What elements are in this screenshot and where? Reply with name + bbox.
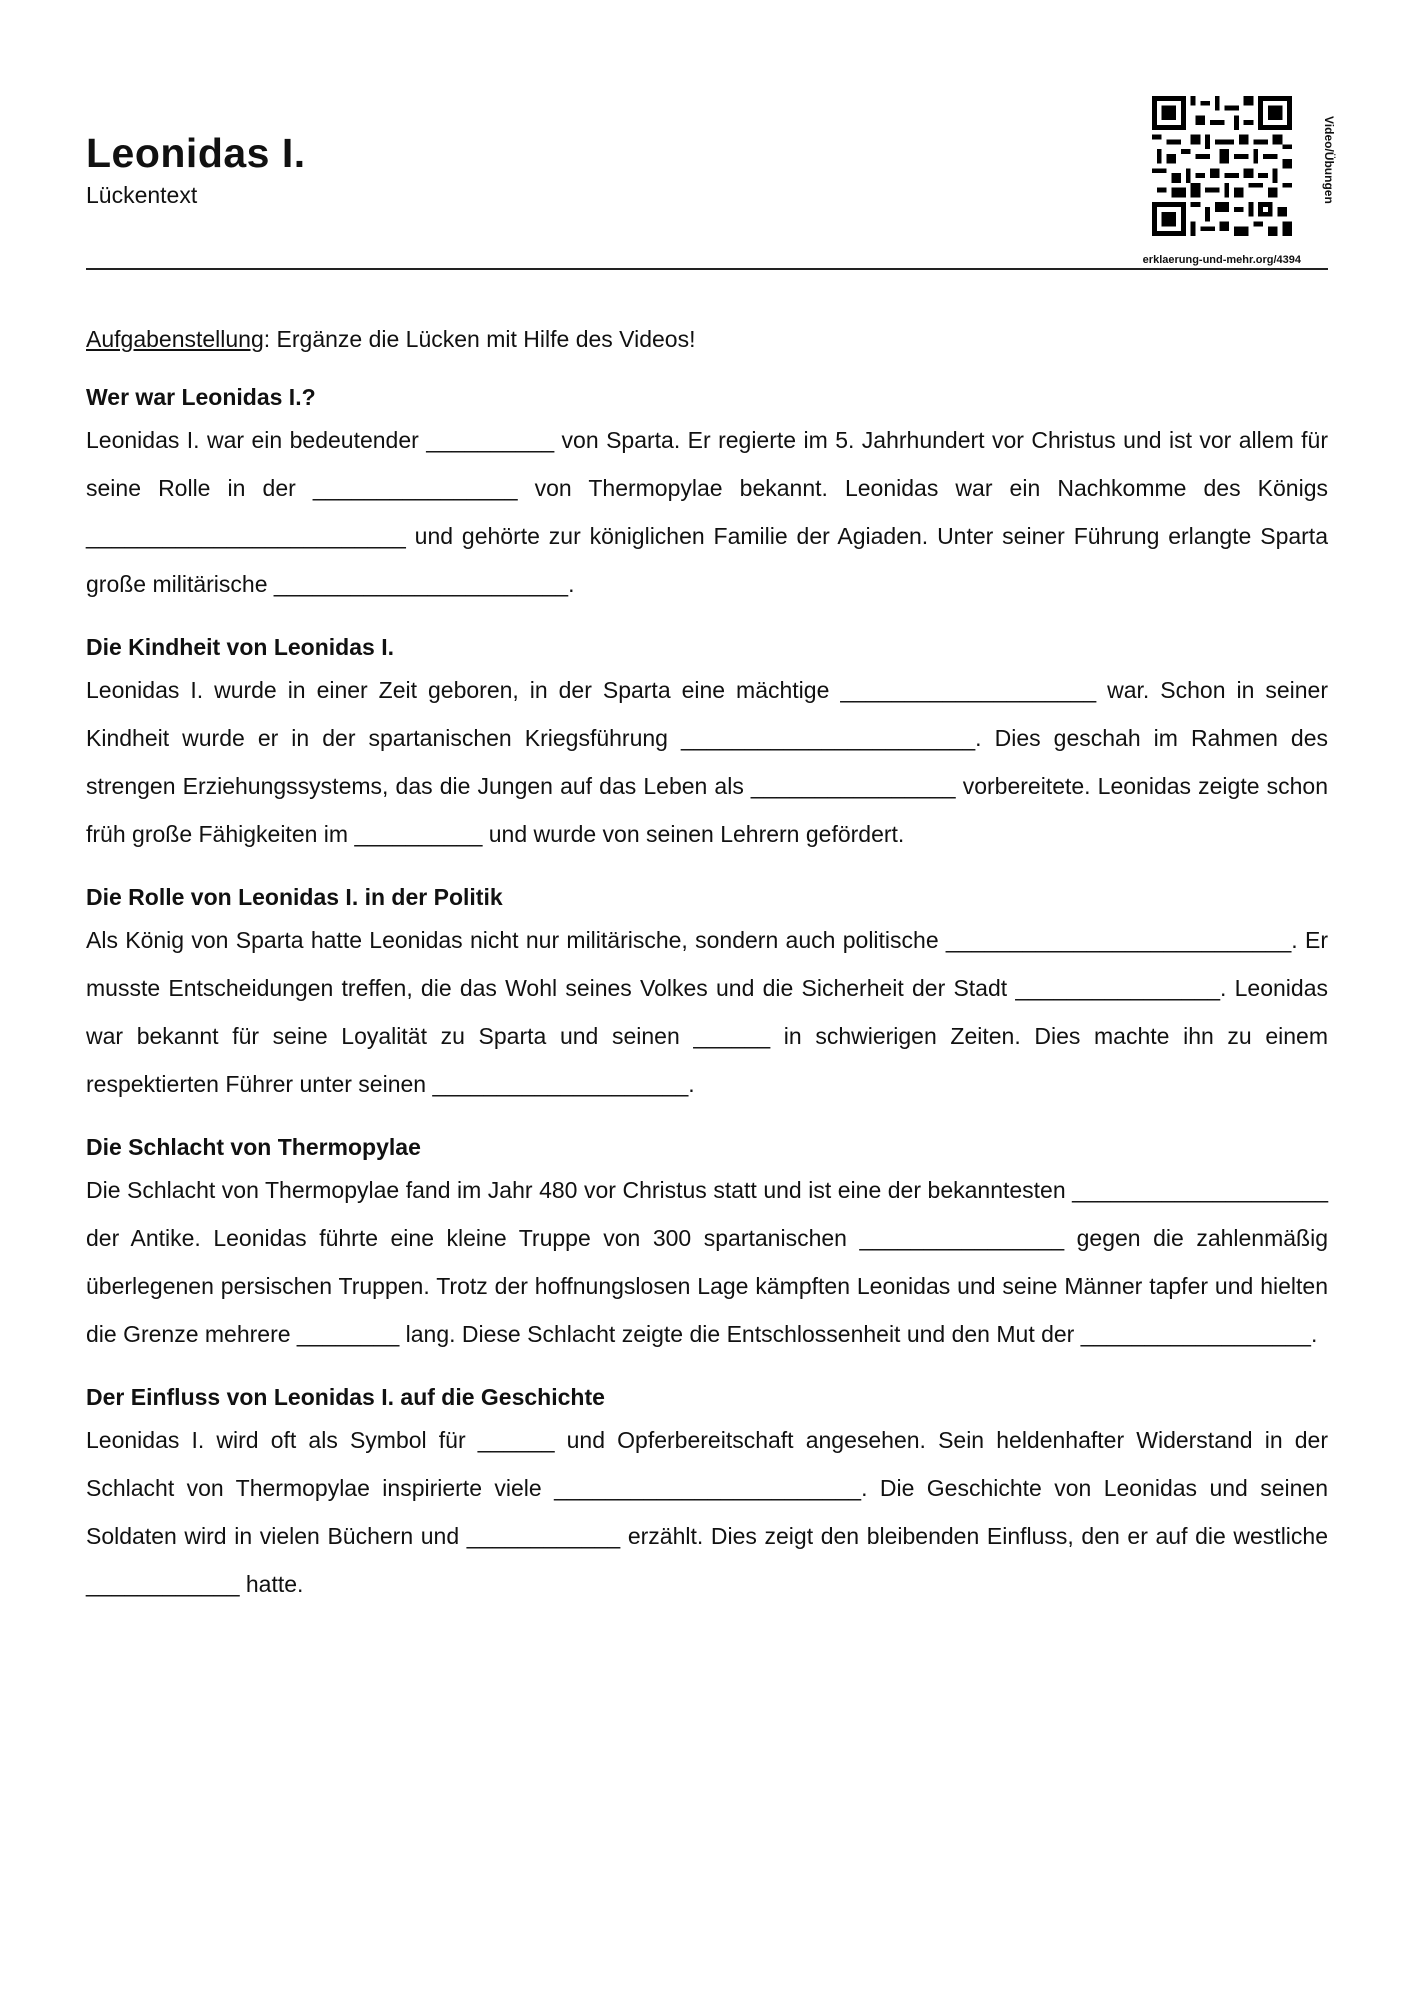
section-politics bbox=[86, 878, 1328, 1108]
page-title: Leonidas I. bbox=[86, 130, 306, 176]
section-childhood bbox=[86, 628, 1328, 858]
header-divider bbox=[86, 268, 1328, 270]
cloze-paragraph: Als König von Sparta hatte Leonidas nicht nur militärische, sondern auch politische ___________________________. Er musste Entscheidungen treffen, die das Wohl seines Volkes und die Sicherheit der Stadt ________________. Leonidas war bekannt für seine Loyalität zu Sparta und seinen ______ in schwierigen Zeiten. Dies machte ihn zu einem respektierten Führer unter seinen ____________________. bbox=[86, 927, 1328, 1097]
cloze-paragraph: Leonidas I. war ein bedeutender __________ von Sparta. Er regierte im 5. Jahrhundert vor Christus und ist vor allem für seine Rolle in der ________________ von Thermopylae bekannt. Leonidas war ein Nachkomme des Königs _________________________ und gehörte zur königlichen Familie der Agiaden. Unter seiner Führung erlangte Sparta große militärische _______________________. bbox=[86, 427, 1328, 597]
section-battle-thermopylae bbox=[86, 1128, 1328, 1358]
section-influence-history bbox=[86, 1378, 1328, 1608]
cloze-paragraph: Leonidas I. wird oft als Symbol für ______ und Opferbereitschaft angesehen. Sein heldenhafter Widerstand in der Schlacht von Thermopylae inspirierte viele ________________________. Die Geschichte von Leonidas und seinen Soldaten wird in vielen Büchern und ____________ erzählt. Dies zeigt den bleibenden Einfluss, den er auf die westliche ____________ hatte. bbox=[86, 1427, 1328, 1597]
worksheet-content bbox=[86, 322, 1328, 1628]
section-heading: Die Kindheit von Leonidas I. bbox=[86, 634, 394, 660]
section-heading: Wer war Leonidas I.? bbox=[86, 384, 316, 410]
section-who-was-leonidas bbox=[86, 378, 1328, 608]
worksheet-page bbox=[86, 0, 1336, 2000]
task-instruction bbox=[86, 322, 1328, 356]
page-subtitle: Lückentext bbox=[86, 182, 198, 208]
section-heading: Der Einfluss von Leonidas I. auf die Geschichte bbox=[86, 1384, 605, 1410]
task-text: : Ergänze die Lücken mit Hilfe des Videos! bbox=[263, 326, 696, 352]
section-heading: Die Rolle von Leonidas I. in der Politik bbox=[86, 884, 503, 910]
cloze-paragraph: Leonidas I. wurde in einer Zeit geboren, in der Sparta eine mächtige ____________________ war. Schon in seiner Kindheit wurde er in der spartanischen Kriegsführung _______________________. Dies geschah im Rahmen des strengen Erziehungssystems, das die Jungen auf das Leben als ________________ vorbereitete. Leonidas zeigte schon früh große Fähigkeiten im __________ und wurde von seinen Lehrern gefördert. bbox=[86, 677, 1328, 847]
source-url[interactable]: erklaerung-und-mehr.org/4394 bbox=[1142, 254, 1301, 266]
qr-code-icon[interactable] bbox=[1152, 96, 1292, 236]
video-exercises-label: Video/Übungen bbox=[1322, 116, 1336, 204]
task-label: Aufgabenstellung bbox=[86, 326, 264, 352]
section-heading: Die Schlacht von Thermopylae bbox=[86, 1134, 421, 1160]
cloze-paragraph: Die Schlacht von Thermopylae fand im Jahr 480 vor Christus statt und ist eine der bekanntesten ____________________ der Antike. Leonidas führte eine kleine Truppe von 300 spartanischen ________________ gegen die zahlenmäßig überlegenen persischen Truppen. Trotz der hoffnungslosen Lage kämpften Leonidas und seine Männer tapfer und hielten die Grenze mehrere ________ lang. Diese Schlacht zeigte die Entschlossenheit und den Mut der __________________. bbox=[86, 1177, 1328, 1347]
